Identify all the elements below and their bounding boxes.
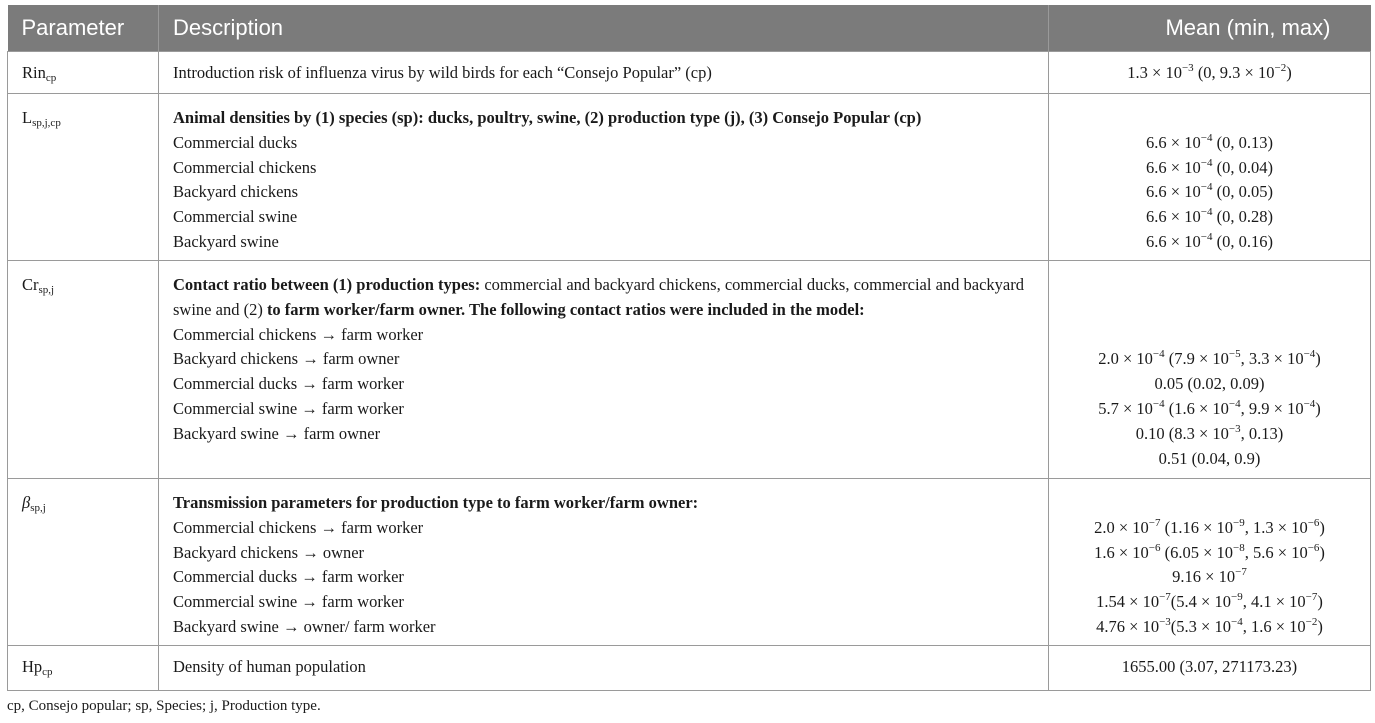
mean-value: $1.54 \times 10^{-7}(5.4 \times 10^{-9}$, $4.1 \times 10^{-7}$) [1096,591,1323,612]
list-item: Backyard chickens → farm owner [173,349,400,369]
mean-value: $2.0 \times 10^{-7}$ ($1.16 \times 10^{-9}$, $1.3 \times 10^{-6}$) [1094,516,1325,537]
mean-value: $6.6 \times 10^{-4}$ (0, 0.05) [1146,181,1273,202]
list-item: Backyard swine → farm owner [173,423,381,443]
mean-value: $1.6 \times 10^{-6}$ ($6.05 \times 10^{-8}$, $5.6 \times 10^{-6}$) [1094,541,1325,562]
mean-value: $6.6 \times 10^{-4}$ (0, 0.13) [1146,131,1273,152]
header-row [8,5,1371,52]
mean-value: 0.05 (0.02, 0.09) [1154,374,1265,394]
param-cell [8,261,159,479]
description-cell [159,479,1049,646]
list-item: Backyard chickens → owner [173,542,365,562]
description-cell [159,94,1049,261]
param-symbol: Hp [22,657,43,676]
mean-value: 1655.00 (3.07, 271173.23) [1121,657,1298,676]
param-subscript: sp,j,cp [32,117,61,129]
section-heading: Transmission parameters for production type to farm worker/farm owner: [173,493,699,512]
mean-cell [1049,646,1371,691]
mean-cell [1049,52,1371,94]
mean-value: 0.51 (0.04, 0.9) [1158,448,1261,468]
list-item: Commercial swine [173,207,298,227]
description-text: Density of human population [173,657,366,676]
list-item: Commercial ducks [173,132,298,152]
header-parameter: Parameter [8,5,159,52]
list-item: Commercial chickens → farm worker [173,324,424,344]
table-row-cr [8,261,1371,479]
param-symbol: β [22,493,31,512]
table-footnote: cp, Consejo popular; sp, Species; j, Production type. [7,698,321,714]
list-item: Commercial ducks → farm worker [173,374,404,394]
param-symbol: L [22,108,33,127]
description-cell [159,52,1049,94]
mean-value: $5.7 \times 10^{-4}$ ($1.6 \times 10^{-4}$, $9.9 \times 10^{-4}$) [1098,397,1321,418]
section-heading: Contact ratio between (1) production types: commercial and backyard chickens, commercial ducks, commercial and backyard swine and (2) to farm worker/farm owner. The following contact ratios were included in the model: [173,275,1025,319]
param-cell [8,479,159,646]
list-item: Commercial chickens → farm worker [173,517,424,537]
list-item: Commercial swine → farm worker [173,398,404,418]
param-symbol: Cr [22,275,39,294]
mean-cell [1049,94,1371,261]
mean-value: $2.0 \times 10^{-4}$ ($7.9 \times 10^{-5}$, $3.3 \times 10^{-4}$) [1098,348,1321,369]
mean-value: $9.16 \times 10^{-7}$ [1172,566,1247,587]
list-item: Commercial swine → farm worker [173,592,404,612]
section-heading: Animal densities by (1) species (sp): ducks, poultry, swine, (2) production type (j), (3) Consejo Popular (cp) [173,108,922,127]
mean-cell [1049,479,1371,646]
list-item: Commercial ducks → farm worker [173,567,404,587]
mean-value: $6.6 \times 10^{-4}$ (0, 0.04) [1146,156,1273,177]
mean-value: $6.6 \times 10^{-4}$ (0, 0.16) [1146,230,1273,251]
param-subscript: sp,j [30,502,46,514]
header-description: Description [159,5,1049,52]
mean-value: 0.10 ($8.3 \times 10^{-3}$, 0.13) [1135,422,1284,443]
description-text: Introduction risk of influenza virus by wild birds for each “Consejo Popular” (cp) [173,63,712,82]
mean-value: $6.6 \times 10^{-4}$ (0, 0.28) [1146,206,1273,227]
header-mean: Mean (min, max) [1049,5,1371,52]
param-subscript: sp,j [38,284,55,296]
table-row-hp [8,646,1371,691]
table-row-rin [8,52,1371,94]
list-item: Backyard swine [173,231,279,251]
mean-value: $4.76 \times 10^{-3}(5.3 \times 10^{-4}$, $1.6 \times 10^{-2}$) [1096,615,1323,636]
table-row-beta [8,479,1371,646]
param-cell [8,52,159,94]
table-row-l [8,94,1371,261]
list-item: Backyard chickens [173,182,299,202]
param-cell [8,94,159,261]
mean-value: $1.3 \times 10^{-3}$ (0, $9.3 \times 10^{-2}$) [1127,62,1292,82]
list-item: Commercial chickens [173,157,317,177]
param-subscript: cp [42,666,53,678]
list-item: Backyard swine → owner/ farm worker [173,616,436,636]
mean-cell [1049,261,1371,479]
param-cell [8,646,159,691]
parameter-table [7,5,1371,691]
param-symbol: Rin [22,63,46,82]
description-cell [159,646,1049,691]
description-cell [159,261,1049,479]
param-subscript: cp [45,72,57,84]
